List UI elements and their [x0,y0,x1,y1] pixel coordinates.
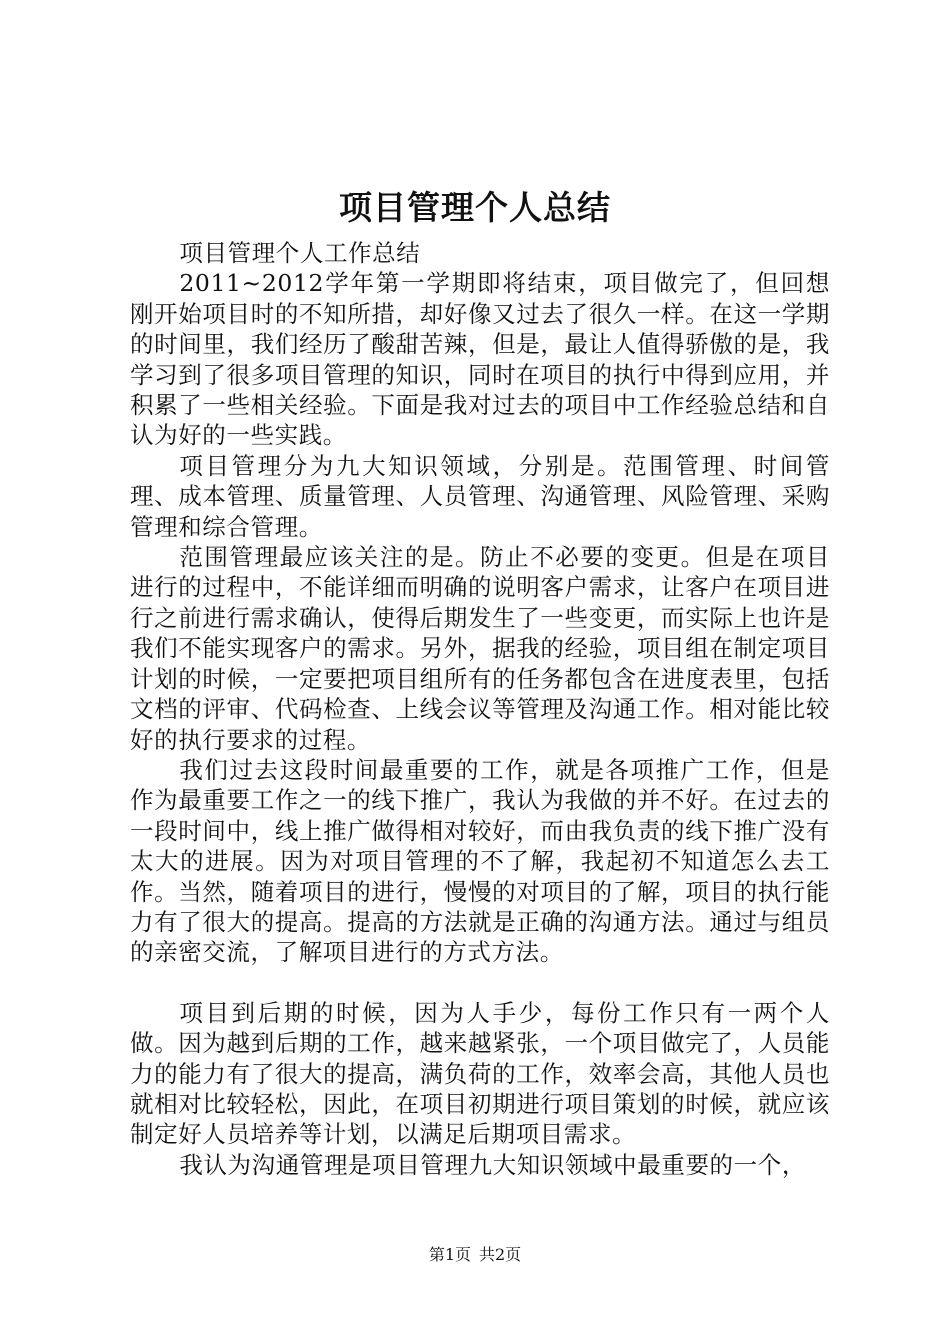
paragraph-knowledge-areas: 项目管理分为九大知识领域，分别是。范围管理、时间管理、成本管理、质量管理、人员管理、沟通管理、风险管理、采购管理和综合管理。 [130,451,830,541]
page-total: 共2页 [479,1245,522,1264]
document-body [130,238,830,1180]
page-number: 第1页 [428,1245,471,1264]
paragraph-communication: 我认为沟通管理是项目管理九大知识领域中最重要的一个， [179,1150,806,1179]
paragraph-intro: 2011~2012学年第一学期即将结束，项目做完了，但回想刚开始项目时的不知所措，却好像又过去了很久一样。在这一学期的时间里，我们经历了酸甜苦辣，但是，最让人值得骄傲的是，我学习到了很多项目管理的知识，同时在项目的执行中得到应用，并积累了一些相关经验。下面是我对过去的项目中工作经验总结和自认为好的一些实践。 [130,269,830,450]
paragraph-staffing: 项目到后期的时候，因为人手少，每份工作只有一两个人做。因为越到后期的工作，越来越紧张，一个项目做完了，人员能力的能力有了很大的提高，满负荷的工作，效率会高，其他人员也就相对比较轻松，因此，在项目初期进行项目策划的时候，就应该制定好人员培养等计划，以满足后期项目需求。 [130,998,830,1149]
document-title: 项目管理个人总结 [339,188,611,227]
page-footer [0,1245,950,1265]
paragraph-scope-management: 范围管理最应该关注的是。防止不必要的变更。但是在项目进行的过程中，不能详细而明确的说明客户需求，让客户在项目进行之前进行需求确认，使得后期发生了一些变更，而实际上也许是我们不能实现客户的需求。另外，据我的经验，项目组在制定项目计划的时候，一定要把项目组所有的任务都包含在进度表里，包括文档的评审、代码检查、上线会议等管理及沟通工作。相对能比较好的执行要求的过程。 [130,543,830,754]
paragraph-subtitle: 项目管理个人工作总结 [179,239,421,267]
paragraph-promotion: 我们过去这段时间最重要的工作，就是各项推广工作，但是作为最重要工作之一的线下推广，我认为我做的并不好。在过去的一段时间中，线上推广做得相对较好，而由我负责的线下推广没有太大的进展。因为对项目管理的不了解，我起初不知道怎么去工作。当然，随着项目的进行，慢慢的对项目的了解，项目的执行能力有了很大的提高。提高的方法就是正确的沟通方法。通过与组员的亲密交流，了解项目进行的方式方法。 [130,755,830,967]
